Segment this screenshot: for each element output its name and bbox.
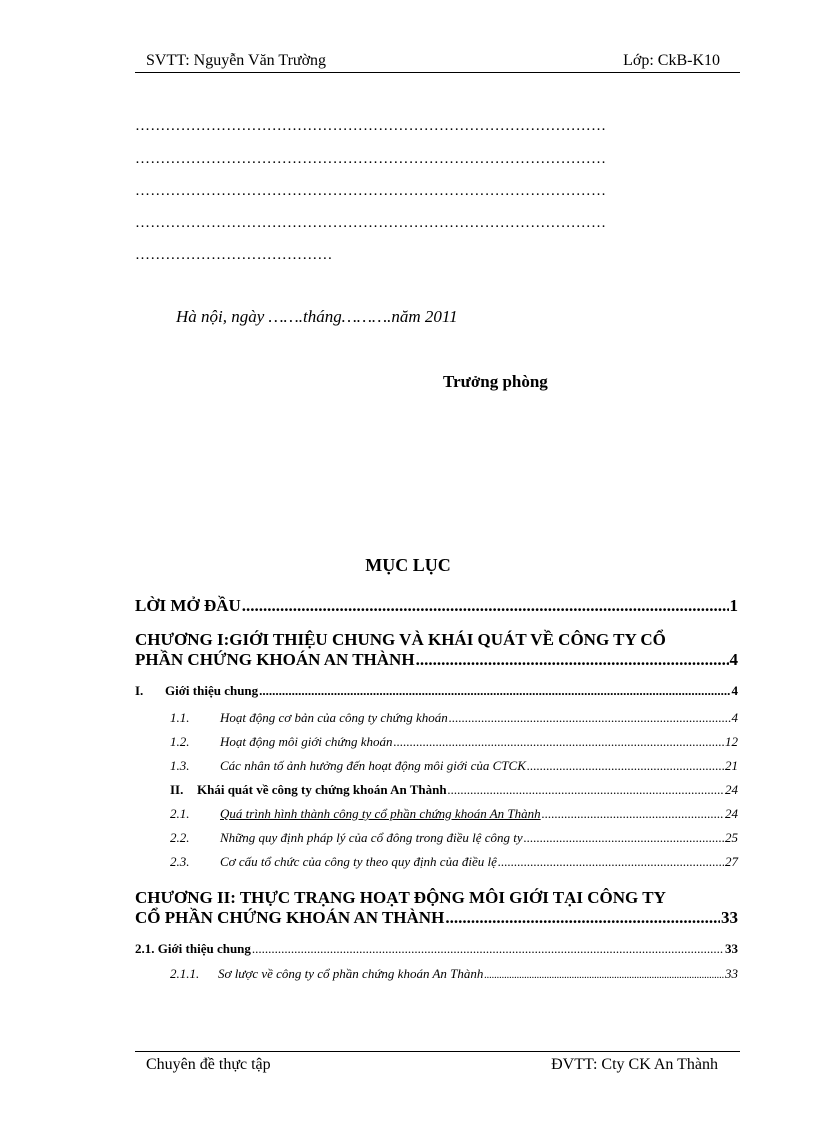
dotted-line: ………………………………………………………………………………… [135, 215, 607, 231]
toc-entry-label: Những quy định pháp lý của cổ đông trong điều lệ công ty [220, 830, 523, 845]
footer-internship-unit: ĐVTT: Cty CK An Thành [551, 1056, 718, 1073]
dotted-line: ………………………………… [135, 247, 333, 263]
toc-entry-chapter1-line2[interactable] [135, 650, 738, 670]
toc-page: 12 [725, 734, 738, 749]
toc-page: 4 [731, 710, 738, 725]
toc-entry-sub-2-1-1[interactable] [170, 966, 738, 982]
toc-page: 25 [725, 830, 738, 845]
toc-entry-sub-2-3[interactable] [170, 854, 738, 870]
toc-entry-number: II. [170, 782, 184, 797]
dotted-line: ………………………………………………………………………………… [135, 151, 607, 167]
footer-topic: Chuyên đề thực tập [146, 1056, 271, 1073]
signature-title: Trưởng phòng [443, 372, 548, 391]
toc-leader [498, 854, 724, 870]
toc-page: 4 [731, 683, 738, 698]
toc-entry-label: Cơ cấu tổ chức của công ty theo quy định của điều lệ [220, 854, 497, 869]
toc-entry-label: PHẦN CHỨNG KHOÁN AN THÀNH [135, 650, 415, 669]
toc-leader [524, 830, 724, 846]
toc-entry-chapter2-line2[interactable] [135, 908, 738, 928]
toc-leader [448, 782, 724, 798]
toc-entry-sub-2-2[interactable] [170, 830, 738, 846]
toc-entry-number: 1.3. [170, 758, 190, 773]
toc-entry-label: CHƯƠNG II: THỰC TRẠNG HOẠT ĐỘNG MÔI GIỚI TẠI CÔNG TY [135, 888, 666, 907]
toc-entry-number: 2.1.1. [170, 966, 200, 981]
toc-leader [394, 734, 724, 750]
toc-entry-sec-2-1[interactable] [135, 941, 738, 957]
toc-entry-number: 2.2. [170, 830, 190, 845]
toc-page: 33 [725, 941, 738, 956]
toc-entry-label: Khái quát về công ty chứng khoán An Thành [197, 782, 447, 797]
toc-entry-number: 1.1. [170, 710, 190, 725]
toc-entry-section2[interactable] [170, 782, 738, 798]
toc-entry-label: Quá trình hình thành công ty cổ phần chứng khoán An Thành [220, 806, 541, 821]
header-rule [135, 72, 740, 73]
toc-entry-label: Sơ lược về công ty cổ phần chứng khoán An Thành [218, 966, 484, 981]
toc-entry-sub-1-1[interactable] [170, 710, 738, 726]
header-student: SVTT: Nguyễn Văn Trường [146, 52, 327, 69]
header-class: Lớp: CkB-K10 [623, 52, 720, 69]
date-line: Hà nội, ngày …….tháng……….năm 2011 [176, 307, 458, 326]
toc-entry-label: 2.1. Giới thiệu chung [135, 941, 251, 956]
toc-entry-label: CHƯƠNG I:GIỚI THIỆU CHUNG VÀ KHÁI QUÁT VỀ CÔNG TY CỔ [135, 630, 666, 649]
toc-leader [242, 596, 729, 616]
toc-entry-label: CỔ PHẦN CHỨNG KHOÁN AN THÀNH [135, 908, 445, 927]
toc-leader [449, 710, 731, 726]
toc-page: 21 [725, 758, 738, 773]
dotted-line: ………………………………………………………………………………… [135, 183, 607, 199]
toc-entry-sub-2-1[interactable] [170, 806, 738, 822]
toc-page: 24 [725, 806, 738, 821]
toc-leader [445, 908, 720, 928]
toc-entry-number: 2.1. [170, 806, 190, 821]
toc-leader [527, 758, 724, 774]
toc-entry-chapter1-line1[interactable] [135, 630, 738, 650]
toc-entry-label: Giới thiệu chung [165, 683, 259, 698]
toc-entry-label: Hoạt động môi giới chứng khoán [220, 734, 393, 749]
toc-entry-sub-1-3[interactable] [170, 758, 738, 774]
toc-entry-number: I. [135, 683, 144, 698]
toc-leader [542, 806, 724, 822]
toc-leader [252, 941, 724, 957]
toc-page: 33 [721, 908, 738, 927]
toc-entry-label: Hoạt động cơ bản của công ty chứng khoán [220, 710, 448, 725]
toc-entry-chapter2-line1[interactable] [135, 888, 738, 908]
toc-entry-sub-1-2[interactable] [170, 734, 738, 750]
toc-leader [259, 683, 730, 699]
toc-title: MỤC LỤC [365, 555, 451, 575]
toc-leader [484, 970, 724, 981]
toc-entry-label: LỜI MỞ ĐẦU [135, 596, 241, 615]
toc-entry-section1[interactable] [135, 683, 738, 699]
toc-page: 24 [725, 782, 738, 797]
toc-entry-number: 1.2. [170, 734, 190, 749]
toc-entry-number: 2.3. [170, 854, 190, 869]
toc-page: 1 [729, 596, 738, 615]
toc-page: 33 [725, 966, 738, 981]
toc-page: 27 [725, 854, 738, 869]
toc-page: 4 [729, 650, 738, 669]
toc-leader [416, 650, 729, 670]
footer-rule [135, 1051, 740, 1052]
toc-entry-label: Các nhân tố ảnh hưởng đến hoạt động môi giới của CTCK [220, 758, 526, 773]
toc-entry-intro[interactable] [135, 596, 738, 616]
dotted-line: ………………………………………………………………………………… [135, 118, 607, 134]
